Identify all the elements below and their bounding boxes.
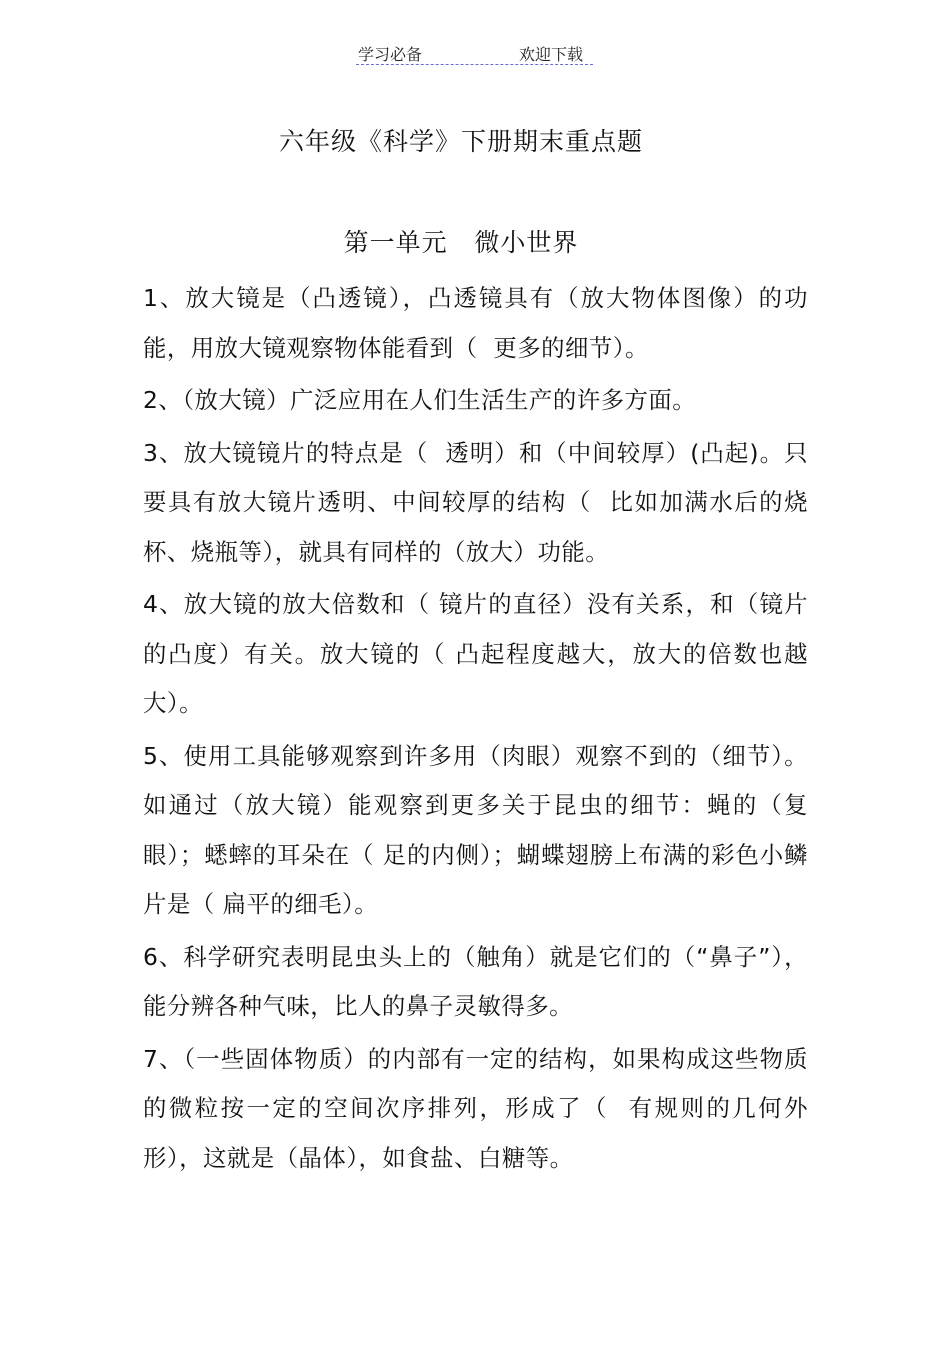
header-left-text: 学习必备 — [358, 45, 423, 64]
question-item-3: 3、放大镜镜片的特点是（ 透明）和（中间较厚）(凸起)。只要具有放大镜片透明、中间较厚的结构（ 比如加满水后的烧杯、烧瓶等），就具有同样的（放大）功能。 — [143, 438, 808, 566]
question-item-5: 5、使用工具能够观察到许多用（肉眼）观察不到的（细节）。如通过（放大镜）能观察到更多关于昆虫的细节：蝇的（复眼）；蟋蟀的耳朵在（ 足的内侧）；蝴蝶翅膀上布满的彩色小鳞片是（ 扁平的细毛）。 — [143, 741, 808, 918]
header-right-text: 欢迎下载 — [519, 45, 584, 64]
question-item-4: 4、放大镜的放大倍数和（ 镜片的直径）没有关系，和（镜片的凸度）有关。放大镜的（ 凸起程度越大，放大的倍数也越大）。 — [143, 590, 808, 717]
question-item-7: 7、（一些固体物质）的内部有一定的结构，如果构成这些物质的微粒按一定的空间次序排列，形成了（ 有规则的几何外形），这就是（晶体），如食盐、白糖等。 — [143, 1044, 808, 1172]
question-item-1: 1、放大镜是（凸透镜），凸透镜具有（放大物体图像）的功能，用放大镜观察物体能看到（ 更多的细节）。 — [143, 284, 808, 362]
page-header — [356, 40, 593, 65]
unit-heading: 第一单元 微小世界 — [343, 228, 579, 257]
question-item-2: 2、（放大镜）广泛应用在人们生活生产的许多方面。 — [143, 386, 697, 414]
document-title: 六年级《科学》下册期末重点题 — [278, 127, 643, 156]
question-item-6: 6、科学研究表明昆虫头上的（触角）就是它们的（“鼻子”），能分辨各种气味，比人的鼻子灵敏得多。 — [143, 942, 808, 1020]
question-list — [143, 274, 808, 1186]
